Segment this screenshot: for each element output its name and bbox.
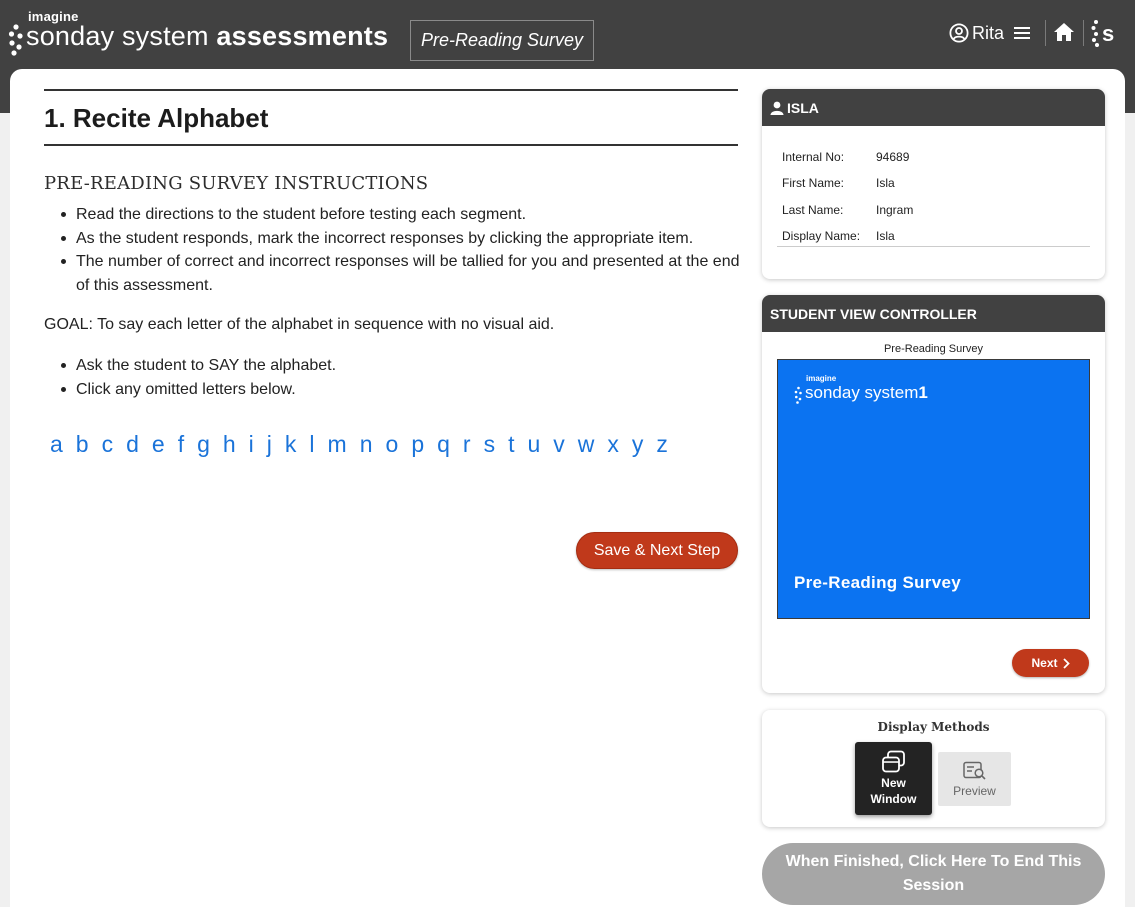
new-window-label: New Window [870,776,917,806]
info-divider [777,246,1090,247]
end-session-button[interactable]: When Finished, Click Here To End This Session [762,843,1105,905]
letter-q[interactable]: q [437,431,450,457]
info-value: Isla [876,176,895,191]
next-button[interactable] [1012,649,1089,677]
letter-u[interactable]: u [527,431,541,457]
student-view-controller [762,295,1105,693]
preview-search-icon [963,761,987,781]
letter-t[interactable]: t [508,431,515,457]
steps-list [76,354,676,401]
brand-imagine: imagine [28,9,79,24]
student-info-panel [762,89,1105,279]
info-row-internal-no [782,144,1090,170]
preview-label: Preview [953,784,996,798]
letter-z[interactable]: z [656,431,668,457]
instruction-item: The number of correct and incorrect responses will be tallied for you and presented at the end of this assessment. [76,250,741,297]
header-divider [1045,20,1046,46]
letter-g[interactable]: g [197,431,210,457]
display-methods-panel [762,710,1105,827]
preview-title: Pre-Reading Survey [794,573,961,592]
letter-e[interactable]: e [151,431,165,457]
letter-x[interactable]: x [607,431,619,457]
info-label: First Name: [782,176,845,191]
letter-v[interactable]: v [553,431,565,457]
preview-button[interactable] [938,752,1011,806]
chevron-right-icon [1063,658,1070,669]
letter-n[interactable]: n [359,431,373,457]
letter-a[interactable]: a [50,431,63,457]
info-value: 94689 [876,150,910,165]
survey-title-chip: Pre-Reading Survey [410,20,594,61]
title-rule-bottom [44,144,738,146]
user-name: Rita [972,22,1005,43]
letter-l[interactable]: l [309,431,315,457]
sonday-dots-icon [8,23,24,57]
person-icon [770,101,784,115]
alphabet-letters [50,428,750,460]
hamburger-menu-icon[interactable] [1013,25,1031,41]
user-menu[interactable] [949,21,1031,45]
step-item: Click any omitted letters below. [76,378,676,402]
letter-f[interactable]: f [177,431,185,457]
svg-text:s: s [1102,21,1115,46]
letter-w[interactable]: w [577,431,595,457]
instruction-item: Read the directions to the student before testing each segment. [76,203,741,227]
letter-r[interactable]: r [462,431,471,457]
letter-s[interactable]: s [483,431,496,457]
letter-i[interactable]: i [248,431,254,457]
preview-brand: sonday system1 [805,383,928,402]
step-item: Ask the student to SAY the alphabet. [76,354,676,378]
letter-j[interactable]: j [266,431,272,457]
controller-header: STUDENT VIEW CONTROLLER [762,295,1105,332]
letter-b[interactable]: b [75,431,89,457]
letter-p[interactable]: p [411,431,425,457]
header-divider [1083,20,1084,46]
instruction-item: As the student responds, mark the incorrect responses by clicking the appropriate item. [76,227,741,251]
info-row-last-name [782,197,1090,223]
sonday-s-icon[interactable] [1091,18,1119,48]
brand-wordmark: sonday system assessments [26,21,389,51]
instructions-heading: PRE-READING SURVEY INSTRUCTIONS [44,173,429,194]
next-label: Next [1031,656,1058,670]
letter-d[interactable]: d [126,431,139,457]
home-icon[interactable] [1053,21,1075,43]
info-label: Internal No: [782,150,845,165]
info-label: Display Name: [782,229,861,244]
preview-brand-imagine: imagine [806,374,837,383]
new-window-button[interactable] [855,742,932,815]
student-info-table [782,144,1090,249]
letter-k[interactable]: k [284,431,297,457]
letter-y[interactable]: y [631,431,644,457]
student-name-heading: ISLA [787,99,819,116]
step-title: 1. Recite Alphabet [44,103,269,133]
letter-m[interactable]: m [327,431,347,457]
user-circle-icon [949,23,969,43]
info-value: Isla [876,229,895,244]
save-next-step-button[interactable]: Save & Next Step [576,532,738,569]
info-label: Last Name: [782,202,844,217]
sonday-dots-icon [794,386,803,404]
goal-text: GOAL: To say each letter of the alphabet in sequence with no visual aid. [44,316,555,333]
info-value: Ingram [876,202,914,217]
instructions-list [76,203,741,297]
student-header [762,89,1105,126]
letter-h[interactable]: h [222,431,236,457]
letter-c[interactable]: c [101,431,114,457]
title-rule-top [44,89,738,91]
new-window-icon [881,750,906,774]
display-methods-title: Display Methods [877,720,990,734]
info-row-first-name [782,170,1090,196]
controller-subtitle: Pre-Reading Survey [883,343,984,355]
letter-o[interactable]: o [385,431,399,457]
student-view-preview [777,359,1090,619]
